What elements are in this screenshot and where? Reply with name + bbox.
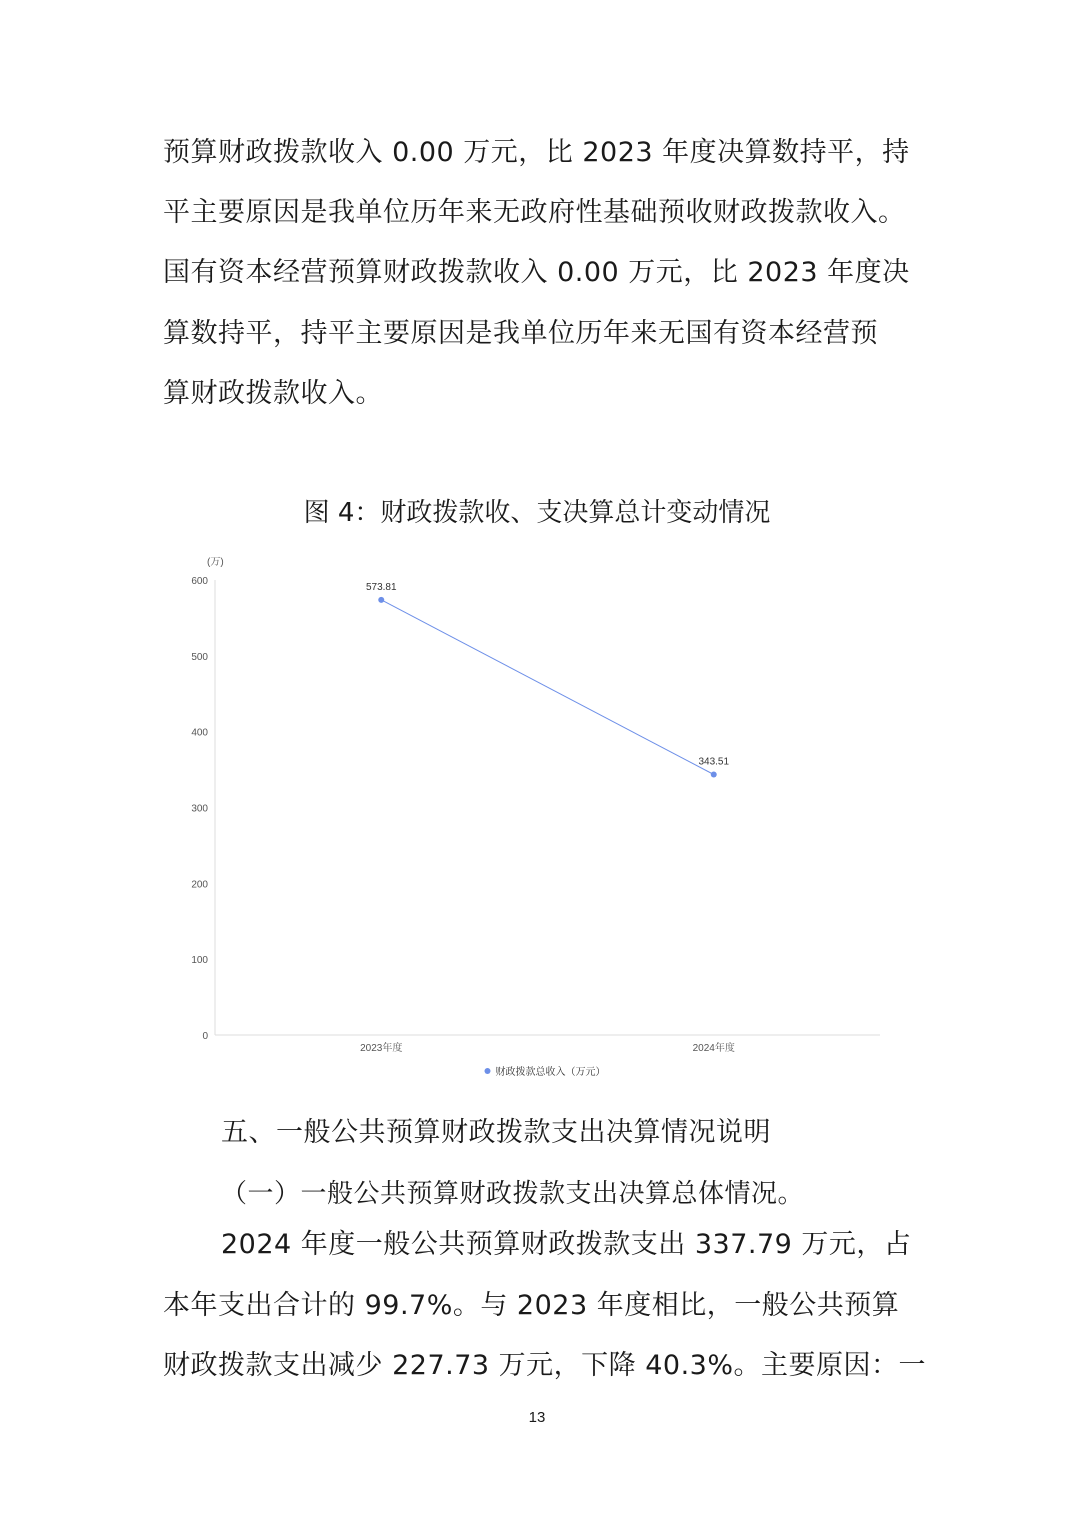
data-label: 573.81 xyxy=(365,581,397,593)
paragraph-line: 2024 年度一般公共预算财政拨款支出 337.79 万元，占 xyxy=(221,1229,912,1260)
data-point xyxy=(378,597,384,603)
figure-title: 图 4：财政拨款收、支决算总计变动情况 xyxy=(303,498,771,528)
data-point xyxy=(711,772,717,778)
section-heading: 五、一般公共预算财政拨款支出决算情况说明 xyxy=(221,1117,771,1148)
paragraph-line: 国有资本经营预算财政拨款收入 0.00 万元，比 2023 年度决 xyxy=(163,257,910,288)
series-line xyxy=(381,600,714,775)
y-tick-label: 0 xyxy=(202,1031,208,1042)
paragraph-line: 预算财政拨款收入 0.00 万元，比 2023 年度决算数持平，持 xyxy=(163,137,910,168)
line-chart xyxy=(160,545,900,1085)
legend-marker xyxy=(485,1068,491,1074)
legend-label: 财政拨款总收入（万元） xyxy=(495,1067,606,1078)
paragraph-line: 算财政拨款收入。 xyxy=(163,378,383,409)
paragraph-line: 本年支出合计的 99.7%。与 2023 年度相比，一般公共预算 xyxy=(163,1290,900,1321)
page-number: 13 xyxy=(528,1409,546,1426)
y-tick-label: 100 xyxy=(191,955,208,967)
y-tick-label: 300 xyxy=(191,803,208,815)
y-tick-label: 600 xyxy=(191,576,208,587)
paragraph-line: 算数持平，持平主要原因是我单位历年来无国有资本经营预 xyxy=(163,318,878,349)
x-tick-label: 2023年度 xyxy=(360,1043,403,1054)
data-label: 343.51 xyxy=(698,756,730,768)
y-tick-label: 500 xyxy=(191,651,208,663)
y-tick-label: 400 xyxy=(191,727,208,739)
y-tick-label: 200 xyxy=(191,879,208,891)
y-axis-unit-label: (万) xyxy=(207,557,224,568)
section-subheading: （一）一般公共预算财政拨款支出决算总体情况。 xyxy=(221,1179,805,1209)
x-tick-label: 2024年度 xyxy=(692,1043,735,1054)
paragraph-line: 财政拨款支出减少 227.73 万元，下降 40.3%。主要原因：一 xyxy=(163,1350,926,1381)
paragraph-line: 平主要原因是我单位历年来无政府性基础预收财政拨款收入。 xyxy=(163,197,906,228)
